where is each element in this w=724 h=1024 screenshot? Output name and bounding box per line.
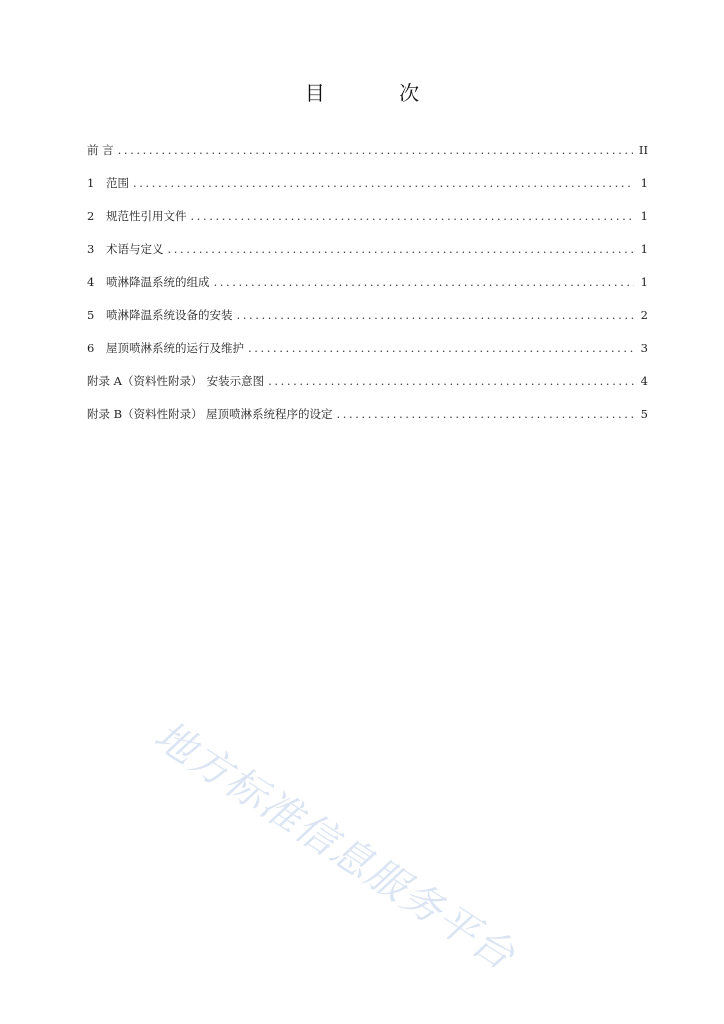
- toc-leader-dots: [248, 340, 634, 356]
- toc-entry-page: 1: [640, 176, 648, 190]
- toc-leader-dots: [191, 208, 635, 224]
- toc-entry-1[interactable]: [87, 175, 648, 208]
- toc-entry-4[interactable]: [87, 274, 648, 307]
- toc-entry-page: 1: [640, 242, 648, 256]
- toc-leader-dots: [237, 307, 635, 323]
- toc-entry-page: 4: [640, 374, 648, 388]
- toc-leader-dots: [118, 142, 633, 158]
- toc-entry-label: 喷淋降温系统的组成: [106, 275, 210, 289]
- toc-entry-label: 屋顶喷淋系统的运行及维护: [106, 341, 244, 355]
- toc-entry-number: 5: [87, 308, 95, 322]
- toc-entry-label: 术语与定义: [106, 242, 164, 256]
- toc-entry-appendix-b[interactable]: [87, 406, 648, 439]
- toc-entry-number: 附录 B（资料性附录）: [87, 407, 203, 421]
- toc-entry-label: 屋顶喷淋系统程序的设定: [205, 407, 333, 421]
- toc-entry-number: 附录 A（资料性附录）: [87, 374, 203, 388]
- toc-leader-dots: [336, 406, 634, 422]
- toc-entry-page: 1: [640, 275, 648, 289]
- watermark-text: 地方标准信息服务平台: [146, 712, 524, 980]
- toc-entry-2[interactable]: [87, 208, 648, 241]
- toc-entry-3[interactable]: [87, 241, 648, 274]
- toc-entry-page: 1: [640, 209, 648, 223]
- toc-entry-number: 3: [87, 242, 95, 256]
- toc-entry-label: 规范性引用文件: [106, 209, 187, 223]
- toc-entry-preface[interactable]: [87, 142, 648, 175]
- toc-entry-number: 前 言: [87, 143, 114, 157]
- toc-entry-label: 范围: [106, 176, 129, 190]
- toc-entry-label: 安装示意图: [206, 374, 265, 388]
- table-of-contents: [87, 142, 648, 439]
- toc-leader-dots: [168, 241, 635, 257]
- toc-entry-page: 2: [640, 308, 648, 322]
- toc-entry-6[interactable]: [87, 340, 648, 373]
- toc-title: 目 次: [304, 81, 454, 105]
- toc-entry-page: 3: [640, 341, 648, 355]
- toc-entry-number: 2: [87, 209, 95, 223]
- toc-leader-dots: [133, 175, 634, 191]
- toc-leader-dots: [268, 373, 634, 389]
- toc-entry-page: II: [638, 143, 648, 157]
- toc-entry-number: 6: [87, 341, 95, 355]
- toc-entry-number: 4: [87, 275, 95, 289]
- toc-entry-label: 喷淋降温系统设备的安装: [106, 308, 233, 322]
- toc-entry-5[interactable]: [87, 307, 648, 340]
- toc-entry-number: 1: [87, 176, 95, 190]
- toc-entry-page: 5: [640, 407, 648, 421]
- toc-leader-dots: [214, 274, 635, 290]
- toc-entry-appendix-a[interactable]: [87, 373, 648, 406]
